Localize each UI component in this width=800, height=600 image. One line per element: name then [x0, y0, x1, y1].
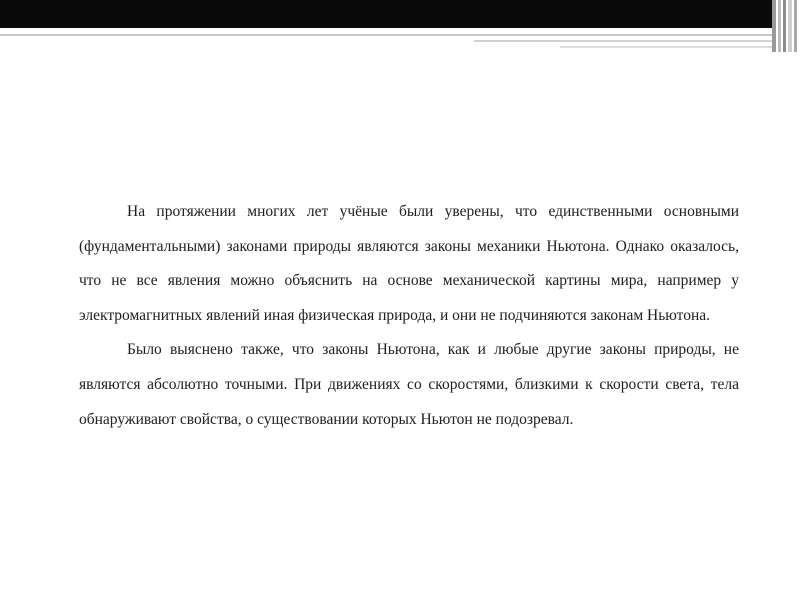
- corner-stripes: [772, 0, 800, 52]
- stripe: [788, 0, 792, 52]
- stripe: [778, 0, 781, 52]
- top-banner: [0, 0, 772, 28]
- paragraph-1: На протяжении многих лет учёные были уверены, что единственными основными (фундаментальными) законами природы являются законы механики Ньютона. Однако оказалось, что не все явления можно объяснить на основе механической картины мира, например у электромагнитных явлений иная физическая природа, и они не подчиняются законам Ньютона.: [79, 203, 739, 324]
- slide-body: [79, 195, 739, 437]
- decor-strip: [474, 40, 772, 42]
- decor-strip: [560, 46, 772, 48]
- stripe: [794, 0, 797, 52]
- decor-strip: [0, 34, 772, 36]
- stripe: [783, 0, 786, 52]
- stripe: [772, 0, 776, 52]
- paragraph-2: Было выяснено также, что законы Ньютона, как и любые другие законы природы, не являются абсолютно точными. При движениях со скоростями, близкими к скорости света, тела обнаруживают свойства, о существовании которых Ньютон не подозревал.: [79, 341, 739, 428]
